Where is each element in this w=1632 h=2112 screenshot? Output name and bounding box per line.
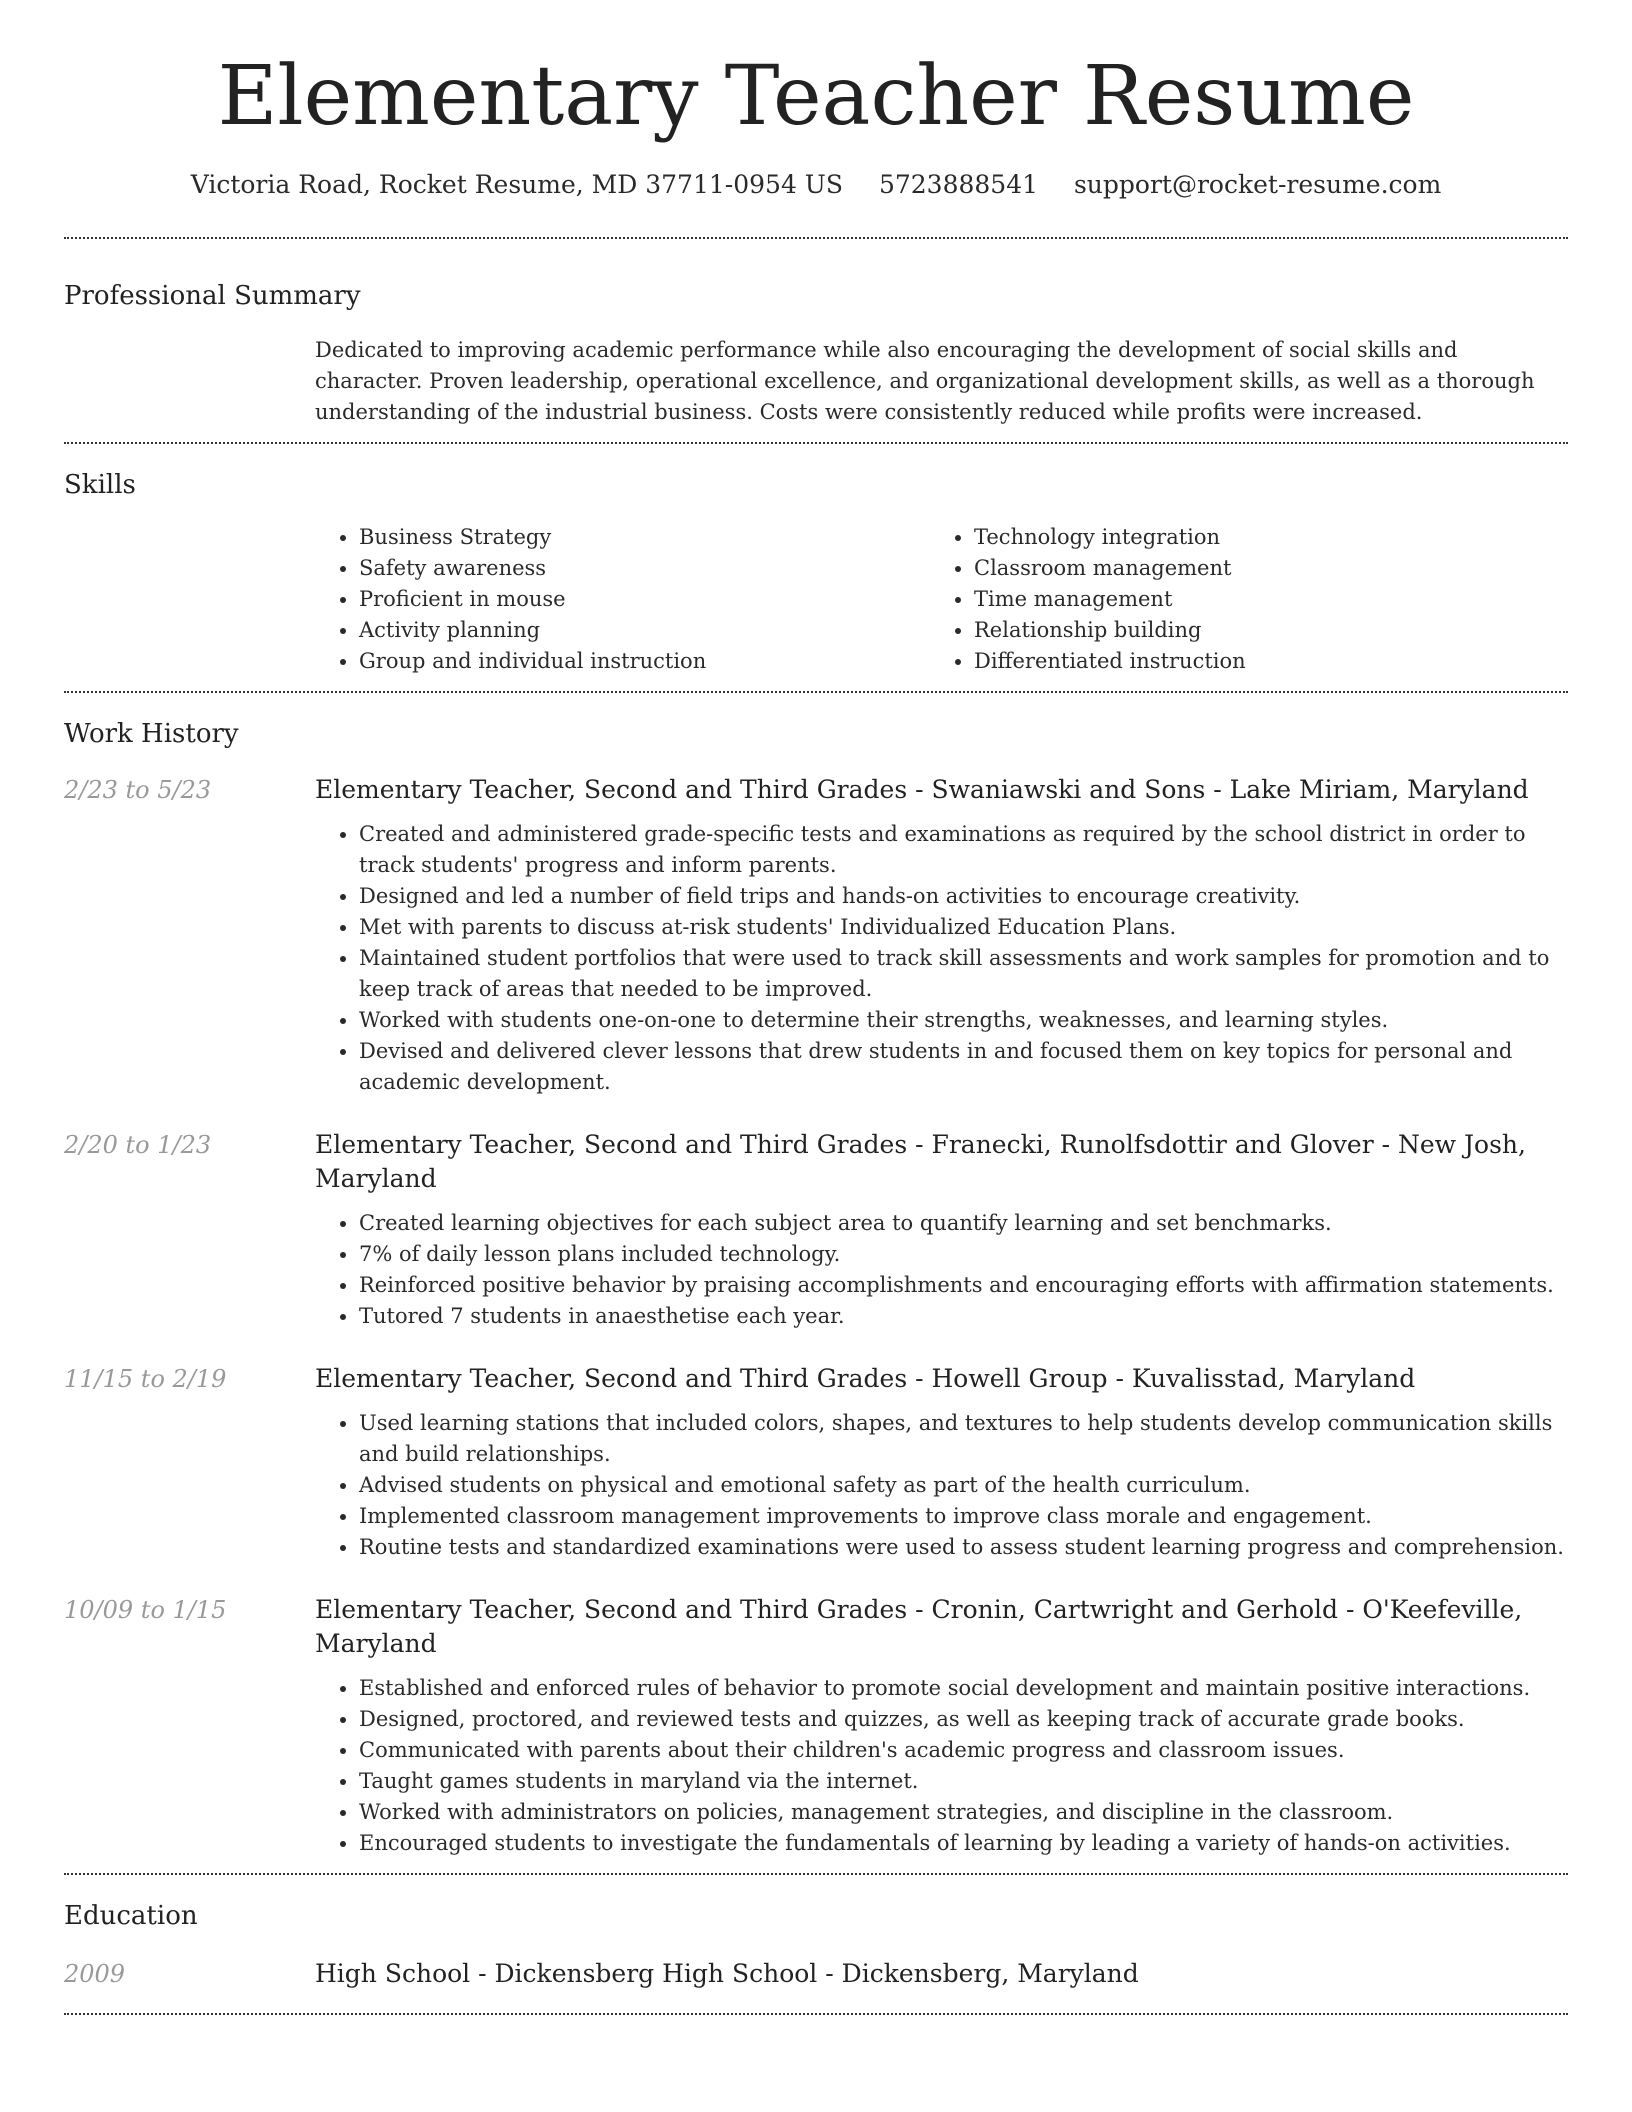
skill-item: • Safety awareness	[359, 553, 930, 584]
contact-email: support@rocket-resume.com	[1073, 170, 1442, 200]
job-bullet: • Worked with students one-on-one to determine their strengths, weaknesses, and learning styles.	[359, 1005, 1568, 1036]
section-heading-skills: Skills	[64, 470, 136, 501]
job-bullets	[315, 1208, 1568, 1332]
job-title: Elementary Teacher, Second and Third Grades - Howell Group - Kuvalisstad, Maryland	[315, 1364, 1416, 1394]
job-bullet: • Designed, proctored, and reviewed tests and quizzes, as well as keeping track of accurate grade books.	[359, 1704, 1568, 1735]
job-bullet: • Met with parents to discuss at-risk students' Individualized Education Plans.	[359, 912, 1568, 943]
skill-item: • Time management	[974, 584, 1545, 615]
section-heading-education: Education	[64, 1901, 198, 1932]
education-entry	[64, 1957, 1568, 1991]
job-bullet: • Maintained student portfolios that were used to track skill assessments and work samples for promotion and to keep track of areas that needed to be improved.	[359, 943, 1568, 1005]
contact-phone: 5723888541	[878, 170, 1039, 200]
job-bullets	[315, 1673, 1568, 1859]
job-bullet: • Communicated with parents about their children's academic progress and classroom issues.	[359, 1735, 1568, 1766]
job-bullet: • 7% of daily lesson plans included technology.	[359, 1239, 1568, 1270]
skill-item: • Technology integration	[974, 522, 1545, 553]
job-bullet: • Reinforced positive behavior by praising accomplishments and encouraging efforts with affirmation statements.	[359, 1270, 1568, 1301]
job-bullet: • Encouraged students to investigate the fundamentals of learning by leading a variety of hands-on activities.	[359, 1828, 1568, 1859]
job-bullet: • Advised students on physical and emotional safety as part of the health curriculum.	[359, 1470, 1568, 1501]
job-bullet: • Devised and delivered clever lessons that drew students in and focused them on key topics for personal and academic development.	[359, 1036, 1568, 1098]
section-heading-work: Work History	[64, 719, 239, 750]
skills-list-right	[930, 522, 1545, 677]
job-entry	[64, 773, 1568, 1098]
resume-title: Elementary Teacher Resume	[217, 49, 1415, 144]
job-bullet: • Established and enforced rules of behavior to promote social development and maintain positive interactions.	[359, 1673, 1568, 1704]
job-dates: 10/09 to 1/15	[64, 1596, 227, 1625]
skill-item: • Proficient in mouse	[359, 584, 930, 615]
job-bullet: • Used learning stations that included colors, shapes, and textures to help students develop communication skills and build relationships.	[359, 1408, 1568, 1470]
job-bullets	[315, 1408, 1568, 1563]
job-title: Elementary Teacher, Second and Third Grades - Cronin, Cartwright and Gerhold - O'Keefeville, Maryland	[315, 1595, 1523, 1659]
job-bullet: • Tutored 7 students in anaesthetise each year.	[359, 1301, 1568, 1332]
job-bullet: • Designed and led a number of field trips and hands-on activities to encourage creativity.	[359, 881, 1568, 912]
job-bullet: • Taught games students in maryland via the internet.	[359, 1766, 1568, 1797]
job-dates: 2/20 to 1/23	[64, 1131, 212, 1160]
education-section	[64, 1875, 1568, 1991]
skill-item: • Activity planning	[359, 615, 930, 646]
job-bullets	[315, 819, 1568, 1098]
skill-item: • Business Strategy	[359, 522, 930, 553]
work-history-section	[64, 693, 1568, 1859]
contact-line	[64, 170, 1568, 199]
skill-item: • Differentiated instruction	[974, 646, 1545, 677]
skill-item: • Classroom management	[974, 553, 1545, 584]
job-title: Elementary Teacher, Second and Third Grades - Franecki, Runolfsdottir and Glover - New Josh, Maryland	[315, 1130, 1526, 1194]
job-bullet: • Worked with administrators on policies, management strategies, and discipline in the classroom.	[359, 1797, 1568, 1828]
job-title: Elementary Teacher, Second and Third Grades - Swaniawski and Sons - Lake Miriam, Maryland	[315, 775, 1529, 805]
job-entry	[64, 1128, 1568, 1332]
summary-text: Dedicated to improving academic performance while also encouraging the development of social skills and character. Proven leadership, operational excellence, and organizational development skills, as well as a thorough understanding of the industrial business. Costs were consistently reduced while profits were increased.	[315, 338, 1535, 425]
job-bullet: • Implemented classroom management improvements to improve class morale and engagement.	[359, 1501, 1568, 1532]
education-dates: 2009	[64, 1960, 126, 1989]
skills-section	[64, 444, 1568, 677]
job-entry	[64, 1593, 1568, 1859]
job-dates: 11/15 to 2/19	[64, 1365, 227, 1394]
education-title: High School - Dickensberg High School - Dickensberg, Maryland	[315, 1959, 1139, 1989]
divider	[64, 2013, 1568, 2015]
job-bullet: • Created and administered grade-specific tests and examinations as required by the school district in order to track students' progress and inform parents.	[359, 819, 1568, 881]
job-bullet: • Created learning objectives for each subject area to quantify learning and set benchmarks.	[359, 1208, 1568, 1239]
job-bullet: • Routine tests and standardized examinations were used to assess student learning progress and comprehension.	[359, 1532, 1568, 1563]
skill-item: • Group and individual instruction	[359, 646, 930, 677]
section-heading-summary: Professional Summary	[64, 281, 361, 312]
job-entry	[64, 1362, 1568, 1563]
skills-list-left	[315, 522, 930, 677]
skill-item: • Relationship building	[974, 615, 1545, 646]
job-dates: 2/23 to 5/23	[64, 776, 212, 805]
contact-address: Victoria Road, Rocket Resume, MD 37711-0954 US	[190, 170, 843, 200]
professional-summary-section	[64, 239, 1568, 428]
